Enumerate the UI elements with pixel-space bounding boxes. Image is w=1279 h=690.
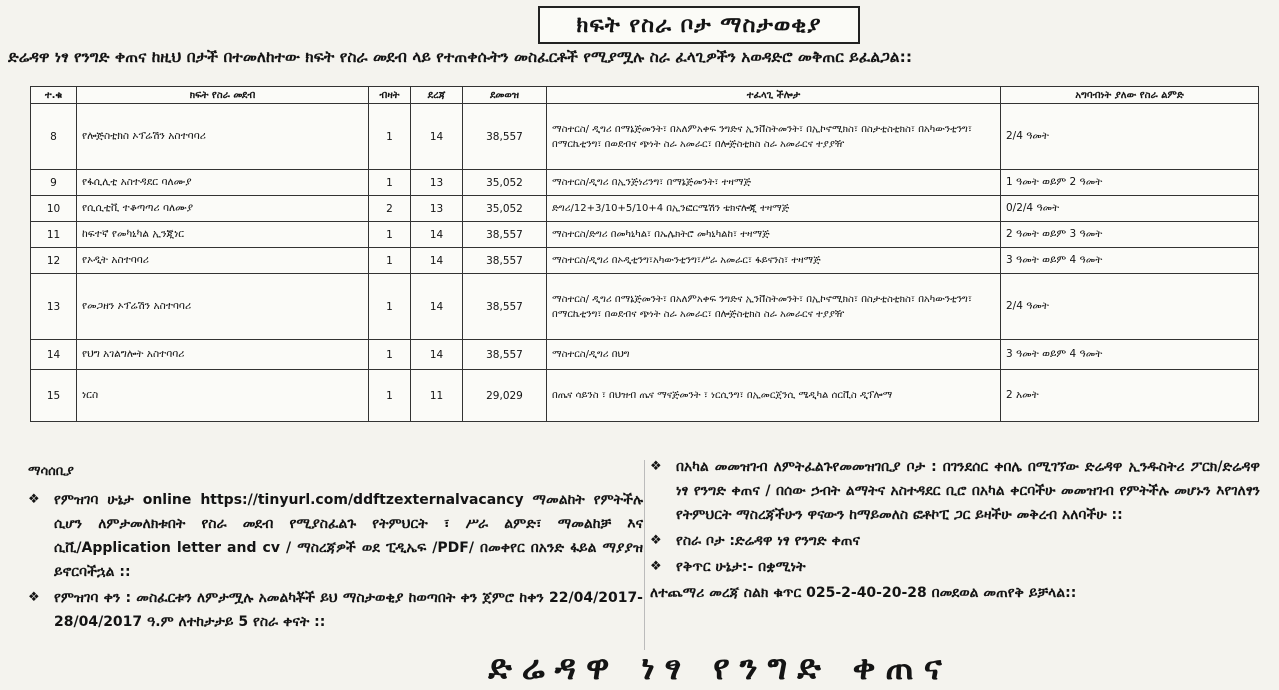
row-requirement: ማስተርስ/ ዲግሪ በማኔጅመንት፣ በአለምአቀፍ ንግድና ኢንቨስትመንት፣ በኢኮኖሚክስ፣ በስታቲስቲክስ፣ በአካውንቲንግ፣ በማርኬቲንግ፣ በወደብና ጭነት ስራ አመራር፣ በሎጅስቲክስ ስራ አመራርና ተያያዥ [547,104,1001,170]
header-salary: ደመወዝ [463,87,547,104]
row-quantity: 1 [369,370,411,422]
table-row [31,248,1259,274]
row-grade: 14 [411,222,463,248]
row-no: 14 [31,340,77,370]
row-requirement: ማስተርስ/ድግሪ በመካኒካል፣ በኤሌክትሮ መካኒካልከ፣ ተዛማጅ [547,222,1001,248]
row-no: 9 [31,170,77,196]
contact-info: ለተጨማሪ መረጃ ስልክ ቁጥር 025-2-40-20-28 በመደወል መጠየቅ ይቻላል:: [650,585,1077,601]
note-employment-type: ❖ የቅጥር ሁኔታ:- በቋሚነት [676,559,806,575]
organization-name: ድሬዳዋ ነፃ የንግድ ቀጠና [488,648,952,688]
row-no: 15 [31,370,77,422]
row-position: የመጋዘን ኦፕሬሽን አስተባባሪ [77,274,369,340]
row-salary: 38,557 [463,248,547,274]
row-salary: 38,557 [463,222,547,248]
row-salary: 35,052 [463,196,547,222]
row-position: የሲሲቲቪ ተቆጣጣሪ ባለሙያ [77,196,369,222]
vacancy-table [30,86,1259,422]
note-registration-online: ❖ የምዝገባ ሁኔታ online https://tinyurl.com/ddftzexternalvacancy ማመልከት የምትችሉ ሲሆን ለምታመለክቱበት የስራ መደብ የሚያስፈልጉ የትምህርት ፣ ሥራ ልምድ፣ ማመልከቻ እና ሲቪ/Application letter and cv / ማስረጃዎች ወደ ፒዲኤፍ /PDF/ በመቀየር በአንድ ፋይል ማያያዝ ይኖርባችኋል :: [54,492,643,580]
row-grade: 14 [411,248,463,274]
row-requirement: ድግሪ/12+3/10+5/10+4 በኢንፎርሜሽን ቴክኖሎጂ ተዛማጅ [547,196,1001,222]
row-experience: 2 አመት [1001,370,1259,422]
row-experience: 2 ዓመት ወይም 3 ዓመት [1001,222,1259,248]
row-grade: 13 [411,196,463,222]
intro-text: ድሬዳዋ ነፃ የንግድ ቀጠና ከዚህ በታች በተመለከተው ክፍት የስራ መደብ ላይ የተጠቀሱትን መስፈርቶች የሚያሟሉ ስራ ፈላጊዎችን አወዳድሮ መቅጠር ይፈልጋል:: [8,47,913,66]
row-grade: 11 [411,370,463,422]
row-no: 11 [31,222,77,248]
row-position: የህግ አገልግሎት አስተባባሪ [77,340,369,370]
row-quantity: 1 [369,104,411,170]
table-row [31,170,1259,196]
row-no: 8 [31,104,77,170]
note-item [650,555,1260,579]
table-row [31,104,1259,170]
row-salary: 38,557 [463,274,547,340]
row-grade: 13 [411,170,463,196]
row-position: ከፍተኛ የመካኒካል ኢንጂነር [77,222,369,248]
row-requirement: ማስተርስ/ዲግሪ በኢንጅነሪንግ፣ በማኔጅመንት፣ ተዛማጅ [547,170,1001,196]
row-grade: 14 [411,274,463,340]
row-requirement: በጤና ሳይንስ ፣ በህዝብ ጤና ማናጅመንት ፣ ነርሲንግ፣ በኢመርጀንሲ ሜዲካል ሰርቪስ ዲፕሎማ [547,370,1001,422]
notes-right-column [650,455,1260,605]
note-item [28,586,643,634]
row-experience: 0/2/4 ዓመት [1001,196,1259,222]
table-row [31,274,1259,340]
table-row [31,196,1259,222]
row-quantity: 2 [369,196,411,222]
row-quantity: 1 [369,248,411,274]
row-salary: 38,557 [463,340,547,370]
row-experience: 1 ዓመት ወይም 2 ዓመት [1001,170,1259,196]
notes-heading: ማሳሰቢያ [28,464,74,479]
row-requirement: ማስተርስ/ዲግሪ በኦዲቲንግ፣አካውንቲንግ፣ሥራ አመራር፣ ፋይናንስ፣ ተዛማጅ [547,248,1001,274]
row-no: 13 [31,274,77,340]
header-grade: ደረጃ [411,87,463,104]
note-work-location: ❖ የስራ ቦታ :ድሬዳዋ ነፃ የንግድ ቀጠና [676,533,860,549]
row-experience: 2/4 ዓመት [1001,104,1259,170]
row-position: የፋሲሊቲ አስተዳደር ባለሙያ [77,170,369,196]
note-item [650,529,1260,553]
table-row [31,370,1259,422]
row-experience: 2/4 ዓመት [1001,274,1259,340]
note-item [650,455,1260,527]
row-requirement: ማስተርስ/ዲግሪ በህግ [547,340,1001,370]
row-requirement: ማስተርስ/ ዲግሪ በማኔጅመንት፣ በአለምአቀፍ ንግድና ኢንቨስትመንት፣ በኢኮኖሚክስ፣ በስታቲስቲክስ፣ በአካውንቲንግ፣ በማርኬቲንግ፣ በወደብና ጭነት ስራ አመራር፣ በሎጅስቲክስ ስራ አመራርና ተያያዥ [547,274,1001,340]
row-grade: 14 [411,340,463,370]
table-header-row [31,87,1259,104]
table-row [31,340,1259,370]
row-position: የኦዲት አስተባባሪ [77,248,369,274]
header-experience: አግባብነት ያለው የስራ ልምድ [1001,87,1259,104]
note-in-person-registration: ❖ በአካል መመዝገብ ለምትፈልጉየመመዝገቢያ ቦታ : በገንደሰር ቀበሌ በሚገኘው ድሬዳዋ ኢንዱስትሪ ፖርክ/ድሬዳዋ ነፃ የንግድ ቀጠና / በሰው ኃብት ልማትና አስተዳደር ቢሮ በአካል ቀርባችሁ መመዝገብ የምትችሉ መሆኑን እየገለፃን የትምህርት ማስረጃችሁን ዋናውን ከማይመለስ ፎቶኮፒ ጋር ይዛችሁ መቅረብ አለባችሁ :: [676,459,1260,523]
row-grade: 14 [411,104,463,170]
header-quantity: ብዛት [369,87,411,104]
announcement-title: ክፍት የስራ ቦታ ማስታወቂያ [538,6,860,44]
row-salary: 29,029 [463,370,547,422]
header-no: ተ.ቁ [31,87,77,104]
row-salary: 35,052 [463,170,547,196]
row-experience: 3 ዓመት ወይም 4 ዓመት [1001,340,1259,370]
row-no: 12 [31,248,77,274]
row-salary: 38,557 [463,104,547,170]
row-quantity: 1 [369,170,411,196]
note-item [28,488,643,584]
header-position: ክፍት የስራ መደብ [77,87,369,104]
column-divider [644,460,645,650]
row-position: የሎጅስቲክስ ኦፕሬሽን አስተባባሪ [77,104,369,170]
row-quantity: 1 [369,340,411,370]
notes-left-column [28,460,643,636]
row-quantity: 1 [369,222,411,248]
row-experience: 3 ዓመት ወይም 4 ዓመት [1001,248,1259,274]
table-row [31,222,1259,248]
note-registration-date: ❖ የምዝገባ ቀን : መስፈርቱን ለምታሟሉ አመልካቾች ይህ ማስታወቂያ ከወጣበት ቀን ጀምሮ ከቀን 22/04/2017-28/04/2017 ዓ.ም ለተከታታይ 5 የስራ ቀናት :: [54,590,643,630]
header-requirement: ተፈላጊ ችሎታ [547,87,1001,104]
row-position: ነርስ [77,370,369,422]
row-no: 10 [31,196,77,222]
row-quantity: 1 [369,274,411,340]
